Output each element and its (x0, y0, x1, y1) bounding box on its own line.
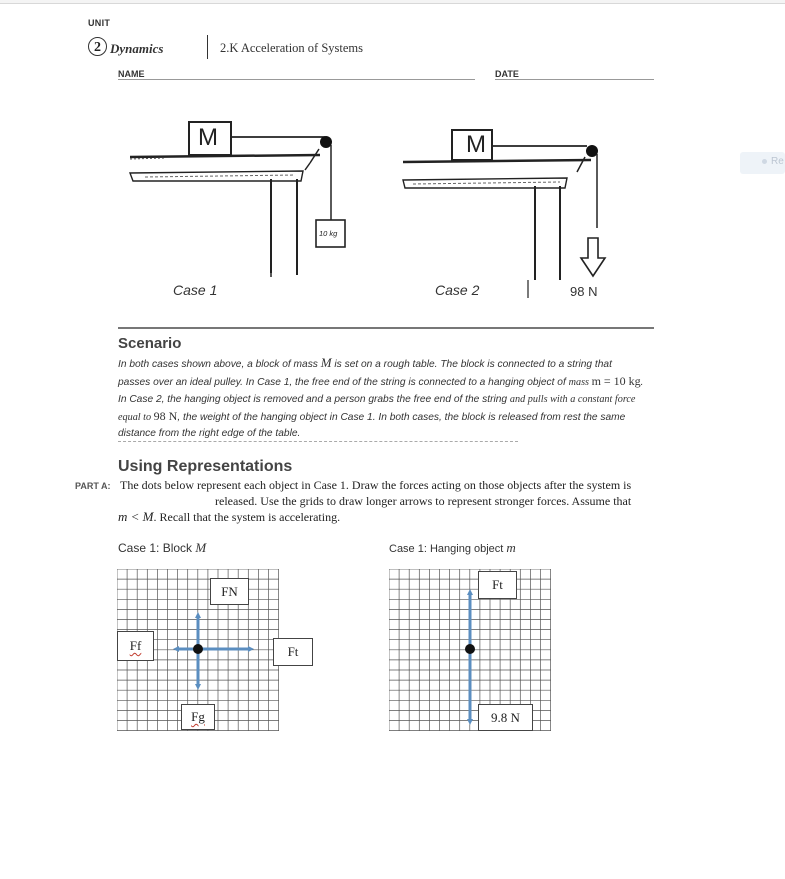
hanging-object-dot (465, 644, 475, 654)
part-a-label: PART A: (75, 481, 111, 491)
case2-label: Case 2 (435, 282, 480, 298)
scenario-title: Scenario (118, 335, 182, 352)
grid2-title-symbol: m (506, 540, 516, 555)
ff-label: Ff (129, 638, 142, 653)
scenario-t3: mass (568, 377, 592, 389)
case1-diagram (125, 115, 355, 285)
case1-label: Case 1 (173, 282, 218, 298)
top-toolbar-edge (0, 0, 785, 4)
case2-block-label: M (466, 131, 486, 158)
grid1-title-prefix: Case 1: Block (118, 541, 196, 555)
representations-title: Using Representations (118, 458, 293, 475)
part-a-line2: released. Use the grids to draw longer arrows to represent stronger forces. Assume that (215, 493, 632, 508)
topic-title: 2.K Acceleration of Systems (220, 41, 364, 55)
scenario-t6: , the weight of the hanging object in Case 1. In both cases, the block is released from rest the same distance from the right edge of the table. (118, 411, 626, 440)
date-field[interactable] (495, 79, 654, 80)
scenario-m-expr: m = 10 kg (591, 374, 641, 389)
grid1-title-symbol: M (195, 540, 207, 555)
scenario-t1: In both cases shown above, a block of mass (118, 359, 321, 370)
pull-arrow (581, 238, 605, 276)
fn-label-box: FN (210, 578, 249, 605)
part-a-line3: . Recall that the system is accelerating. (153, 510, 341, 524)
fg-label: Fg (191, 709, 205, 724)
scenario-mass-symbol: M (320, 355, 332, 370)
part-a-line1: The dots below represent each object in Case 1. Draw the forces acting on those objects after the system is (120, 478, 632, 492)
ft-label-box-2: Ft (478, 571, 517, 599)
case2-diagram (395, 120, 615, 300)
grid2-title-prefix: Case 1: Hanging object (389, 543, 507, 555)
scenario-dashed-rule (118, 441, 518, 442)
ff-label-box (117, 631, 154, 661)
pulley-icon (586, 145, 598, 157)
ft-label-box: Ft (273, 638, 313, 666)
unit-number-badge: 2 (88, 37, 107, 56)
unit-label: UNIT (88, 18, 111, 28)
side-panel-text: Re (771, 156, 784, 167)
scenario-t5: and pulls with a constant force equal to (118, 393, 636, 423)
hanging-mass-label: 10 kg (319, 229, 338, 238)
weight-label-box: 9.8 N (478, 704, 533, 731)
scenario-t2: is set on a rough table. The block is connected to a string that passes over an ideal pulley. In Case 1, the free end of the string is connected to a hanging object of (118, 359, 612, 389)
grid1-title (118, 540, 206, 556)
scenario-text (118, 355, 644, 442)
case1-block-label: M (198, 124, 218, 151)
grid1-force-arrows (177, 615, 251, 687)
block-dot (193, 644, 203, 654)
part-a-text (120, 478, 636, 526)
name-field[interactable] (118, 79, 475, 80)
scenario-t4: . In Case 2, the hanging object is removed and a person grabs the free end of the string (118, 377, 644, 405)
pull-force-label: 98 N (570, 284, 598, 299)
unit-name: Dynamics (110, 41, 164, 56)
pulley-icon (320, 136, 332, 148)
scenario-rule (118, 327, 654, 329)
part-a-inequality: m < M (118, 509, 154, 524)
side-panel-dot-icon (762, 159, 767, 164)
scenario-force-value: 98 N (153, 408, 178, 423)
grid2-title (389, 540, 516, 556)
name-label: NAME (118, 69, 145, 79)
header-divider (207, 35, 208, 59)
fg-label-box (181, 704, 215, 730)
date-label: DATE (495, 69, 519, 79)
